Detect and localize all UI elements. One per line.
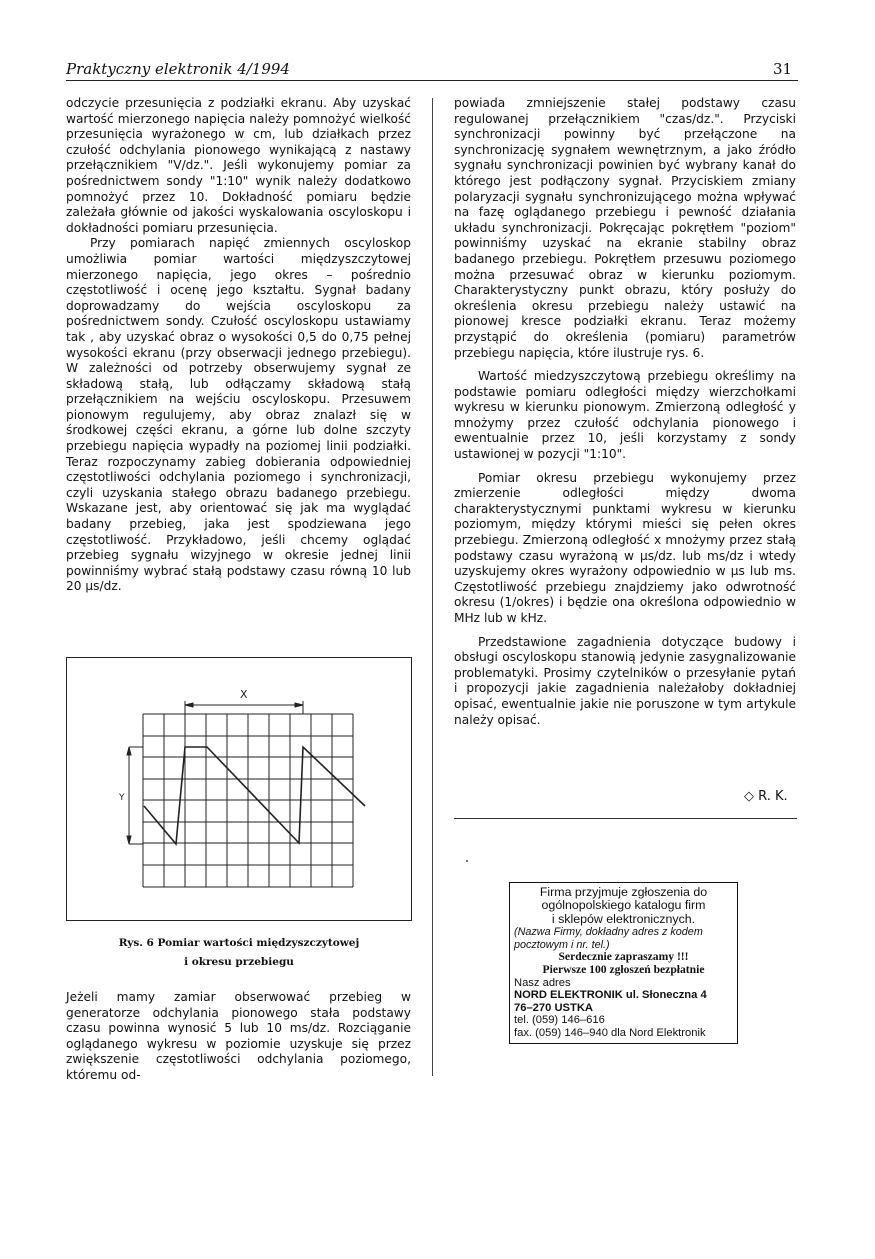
screen-grid <box>143 714 353 887</box>
page-number: 31 <box>773 60 793 78</box>
oscilloscope-figure <box>67 658 411 920</box>
paragraph: Przy pomiarach napięć zmiennych oscyloskop umożliwia pomiar wartości międzyszczytowej mierzonego napięcia, jego okres – pośrednio częstotliwość i ocenę jego kształtu. Sygnał badany doprowadzamy do wejścia oscyloskopu za pośrednictwem sondy. Czułość oscyloskopu ustawiamy tak , aby uzyskać obraz o wysokości 0,5 do 0,75 pełnej wysokości ekranu (przy obserwacji jednego przebiegu). W zależności od potrzeby obserwujemy sygnał ze składową stałą, lub odłączamy składową stałą przełącznikiem na wejściu oscyloskopu. Przesuwem pionowym regulujemy, aby obraz znalazł się w środkowej części ekranu, a górne lub dolne szczyty przebiegu napięcia wypadły na poziomej linii podziałki. Teraz rozpoczynamy zabieg dobierania odpowiedniej częstotliwości odchylania poziomego i synchronizacji, czyli uzyskania stałego obrazu badanego przebiegu. Wskazane jest, aby orientować się jak ma wyglądać badany przebieg, jaka jest spodziewana jego częstotliwość. Przykładowo, jeśli chcemy oglądać przebieg sygnału wizyjnego w okresie jednej linii powinniśmy wybrać stałą podstawy czasu równą 10 lub 20 µs/dz. <box>66 236 411 594</box>
caption-line: Rys. 6 Pomiar wartości międzyszczytowej <box>118 937 360 949</box>
left-column <box>66 96 411 595</box>
paragraph: Jeżeli mamy zamiar obserwować przebieg w generatorze odchylania pionowego stała podstawy czasu powinna wynosić 5 lub 10 ms/dz. Rozciąganie oglądanego wykresu w poziomie uzyskuje się przez zwiększenie częstotliwości odchylania poziomego, któremu od- <box>66 990 411 1082</box>
ad-address-label: Nasz adres <box>514 976 571 989</box>
author-signature: ◇ R. K. <box>744 789 788 804</box>
advertisement-box <box>509 882 738 1044</box>
right-column <box>454 96 796 728</box>
figure-frame <box>66 657 412 921</box>
ad-fax: fax. (059) 146–940 dla Nord Elektronik <box>514 1026 706 1039</box>
caption-line: i okresu przebiegu <box>184 956 294 968</box>
y-label: Y <box>119 793 125 803</box>
y-dimension-marker <box>127 747 143 844</box>
paragraph: Pomiar okresu przebiegu wykonujemy przez zmierzenie odległości między dwoma charakterystycznymi punktami wykresu w kierunku poziomym, między którymi mieści się pełen okres przebiegu. Zmierzoną odległość x mnożymy przez stałą podstawy czasu wyrażoną w µs/dz. lub ms/dz i wtedy uzyskujemy okres wyrażony odpowiednio w µs lub ms. Częstotliwość przebiegu znajdziemy jako odwrotność okresu (1/okres) i będzie ona określona odpowiednio w MHz lub w kHz. <box>454 470 796 625</box>
paragraph: odczycie przesunięcia z podziałki ekranu. Aby uzyskać wartość mierzonego napięcia należy pomnożyć wielkość przesunięcia wyrażonego w cm, lub działkach przez czułość odchylania pionowego wynikającą z nastawy przełącznikiem "V/dz.". Jeśli wykonujemy pomiar za pośrednictwem sondy "1:10" wynik należy dodatkowo pomnożyć przez 10. Dokładność pomiaru będzie zależała głównie od jakości wyskalowania oscyloskopu i dokładności pomiaru przesunięcia. <box>66 96 411 235</box>
ad-postcode: 76–270 USTKA <box>514 1001 593 1014</box>
paragraph: Przedstawione zagadnienia dotyczące budowy i obsługi oscyloskopu stanowią jedynie zasygnalizowanie problematyki. Prosimy czytelników o przesyłanie pytań i propozycji jakie zagadnienia należałoby dokładniej opisać, ewentualnie jakie nie poruszone w tym artykule należy opisać. <box>454 634 796 727</box>
section-rule <box>454 818 797 819</box>
journal-header: Praktyczny elektronik 4/1994 <box>66 60 290 78</box>
ad-phone: tel. (059) 146–616 <box>514 1014 605 1027</box>
ad-line: ogólnopolskiego katalogu firm <box>541 898 706 913</box>
left-column-continued <box>66 990 411 1084</box>
ad-italic-line: (Nazwa Firmy, dokładny adres z kodem <box>514 926 703 939</box>
x-dimension-marker <box>185 701 303 714</box>
ad-invitation: Serdecznie zapraszamy !!! <box>558 950 689 964</box>
ad-offer: Pierwsze 100 zgłoszeń bezpłatnie <box>542 963 705 976</box>
ad-line: Firma przyjmuje zgłoszenia do <box>539 885 708 899</box>
paragraph: powiada zmniejszenie stałej podstawy czasu regulowanej przełącznikiem "czas/dz.". Przyciski synchronizacji powinny być przełączone na synchronizację sygnałem wewnętrznym, a jako źródło sygnału synchronizacji powinien być wybrany kanał do którego jest podłączony sygnał. Przyciskiem zmiany polaryzacji sygnału synchronizującego można wpływać na fazę oglądanego przebiegu i pewność działania układu synchronizacji. Pokręcając pokrętłem "poziom" powinniśmy uzyskać na ekranie stabilny obraz badanego przebiegu. Pokrętłem przesuwu poziomego można przesuwać obraz w kierunku poziomym. Charakterystyczny punkt obrazu, który posłuży do określenia okresu przebiegu należy ustawić na pionowej kresce podziałki ekranu. Teraz możemy przystąpić do określenia (pomiaru) parametrów przebiegu napięcia, które ilustruje rys. 6. <box>454 96 796 360</box>
print-speck <box>466 860 468 862</box>
header-rule <box>66 80 798 81</box>
ad-line: i sklepów elektronicznych. <box>551 911 696 926</box>
ad-italic-line: pocztowym i nr. tel.) <box>514 938 610 951</box>
figure-caption <box>66 934 412 972</box>
column-separator <box>432 98 433 1076</box>
x-label: X <box>240 688 248 701</box>
ad-company: NORD ELEKTRONIK ul. Słoneczna 4 <box>514 989 707 1002</box>
paragraph: Wartość miedzyszczytową przebiegu określimy na podstawie pomiaru odległości między wierzchołkami wykresu w kierunku pionowym. Zmierzoną odległość y mnożymy przez czułość odchylania pionowego i ewentualnie przez 10, jeśli korzystamy z sondy ustawionej w pozycji "1:10". <box>454 369 796 462</box>
